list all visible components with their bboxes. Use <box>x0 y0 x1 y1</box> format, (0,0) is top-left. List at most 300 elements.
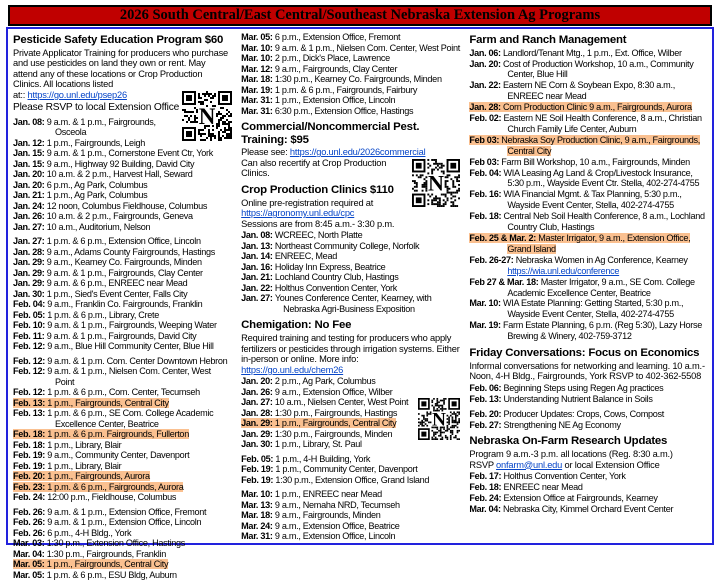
event-item <box>241 475 460 486</box>
event-text: Feb. 16: WIA Financial Mgmt. & Tax Planning, 5:30 p.m., Wayside Event Center, Stella, 402-274-4755 <box>469 189 682 211</box>
event-text: Jan. 27: 10 a.m., Auditorium, Nelson <box>13 221 151 232</box>
event-item <box>13 570 232 580</box>
event-text: Feb. 19: 1 p.m., Community Center, Davenport <box>241 464 418 475</box>
event-text: Feb. 11: 9 a.m. & 1 p.m., Fairgrounds, David City <box>13 330 197 341</box>
event-date: Jan. 27: <box>13 236 47 247</box>
event-date: Jan. 29: <box>241 428 275 439</box>
event-list <box>241 32 460 116</box>
event-text: Feb. 02: Eastern NE Soil Health Conference, 8 a.m., Christian Church Family Life Center, Auburn <box>469 113 702 134</box>
event-date: Mar. 19: <box>241 84 275 95</box>
event-date: Mar. 10: <box>241 53 275 63</box>
event-text: Mar. 18: 9 a.m., Fairgrounds, Minden <box>241 510 381 521</box>
event-text: Feb. 13: 1 p.m. & 6 p.m., SE Com. College Academic Excellence Center, Beatrice <box>13 408 214 429</box>
event-item <box>241 283 460 294</box>
event-date: Mar. 31: <box>241 105 275 116</box>
event-date: Feb. 18: <box>13 429 48 440</box>
event-date: Feb. 11: <box>13 330 47 341</box>
event-text: Feb. 12: 1 p.m. & 6 p.m., Com. Center, Tecumseh <box>13 387 200 398</box>
event-date: Feb. 18: <box>469 482 504 493</box>
event-item <box>241 230 460 241</box>
event-text: Mar. 03: 1:30 p.m., Extension Office, Hastings <box>13 538 186 549</box>
event-date: Feb. 13: <box>13 408 48 419</box>
event-date: Jan. 29: <box>13 257 47 268</box>
event-text: Feb. 05: 1 p.m., 4-H Building, York <box>241 453 371 464</box>
event-item <box>13 190 232 201</box>
event-date: Jan. 30: <box>13 288 47 299</box>
event-item <box>13 331 232 342</box>
event-text: Feb. 18: Central Neb Soil Health Conference, 8 a.m., Lochland Country Club, Hastings <box>469 211 705 233</box>
event-date: Feb. 19: <box>241 464 276 475</box>
event-item <box>13 310 232 321</box>
event-text: Jan. 30: 1 p.m., Library, St. Paul <box>241 439 362 450</box>
qr-code <box>412 159 460 207</box>
event-item <box>241 531 460 542</box>
event-date: Mar. 13: <box>241 499 275 510</box>
event-date: Mar. 18: <box>241 74 275 84</box>
section-title: Farm and Ranch Management <box>469 34 627 46</box>
event-date: Mar. 03: <box>13 538 47 549</box>
event-item <box>241 439 460 450</box>
event-item <box>241 95 460 106</box>
event-text: Mar. 05: 1 p.m., Fairgrounds, Central City <box>13 559 169 570</box>
event-item <box>469 320 706 342</box>
event-date: Jan. 20: <box>469 58 504 69</box>
event-item <box>469 113 706 135</box>
event-text: Jan. 29: 9 a.m. & 1 p.m., Fairgrounds, Clay Center <box>13 267 203 278</box>
event-text: Feb. 19: 9 a.m., Community Center, Davenport <box>13 450 190 461</box>
event-text: Jan. 30: 1 p.m., Sied's Event Center, Falls City <box>13 288 188 299</box>
event-item <box>469 383 706 394</box>
event-text: Feb. 18: ENREEC near Mead <box>469 482 583 493</box>
event-text: Feb. 24: Extension Office at Fairgrounds, Kearney <box>469 493 658 504</box>
event-item <box>13 528 232 539</box>
section-farm-ranch-management <box>469 34 706 342</box>
event-text: Feb. 26: 9 a.m. & 1 p.m., Extension Office, Lincoln <box>13 517 202 528</box>
event-item <box>13 507 232 518</box>
event-date: Jan. 15: <box>13 158 47 169</box>
event-date: Feb. 19: <box>13 450 48 461</box>
event-text: Jan. 29: 1 p.m., Fairgrounds, Central City <box>241 418 397 429</box>
event-text: Jan. 28: 1:30 p.m., Fairgrounds, Hastings <box>241 407 398 418</box>
event-item <box>241 464 460 475</box>
paragraph: RSVP onfarm@unl.edu or local Extension Office <box>469 459 660 470</box>
event-item <box>13 211 232 222</box>
event-date: Mar. 31: <box>241 531 275 542</box>
event-date: Feb. 12: <box>13 387 48 398</box>
column-2 <box>241 31 460 541</box>
event-text: Feb 03: Farm Bill Workshop, 10 a.m., Fairgrounds, Minden <box>469 156 690 167</box>
event-text: Feb. 10: 9 a.m. & 1 p.m., Fairgrounds, Weeping Water <box>13 320 217 331</box>
event-item <box>13 180 232 191</box>
event-date: Feb. 26: <box>13 517 48 528</box>
event-list <box>13 117 232 580</box>
event-date: Feb. 18: <box>13 439 48 450</box>
event-text: Feb. 17: Holthus Convention Center, York <box>469 471 626 482</box>
event-item <box>13 398 232 409</box>
event-date: Feb. 24: <box>469 493 504 504</box>
event-text: Feb. 20: 1 p.m., Fairgrounds, Aurora <box>13 471 150 482</box>
event-text: Jan. 27: 10 a.m., Nielsen Center, West Point <box>241 397 409 408</box>
svg-text:N: N <box>432 409 447 431</box>
event-text: Jan. 20: Cost of Production Workshop, 10 a.m., Community Center, Blue Hill <box>469 58 694 80</box>
event-item <box>469 233 706 255</box>
event-item <box>469 59 706 81</box>
event-date: Mar. 12: <box>241 63 275 74</box>
section-pesticide-continued <box>241 32 460 116</box>
event-date: Jan. 22: <box>469 80 504 91</box>
event-item <box>13 201 232 212</box>
qr-code <box>182 91 232 141</box>
event-item <box>13 341 232 352</box>
event-text: Feb. 13: Understanding Nutrient Balance in Soils <box>469 393 653 404</box>
event-text: Jan. 29: 1:30 p.m., Fairgrounds, Minden <box>241 428 393 439</box>
paragraph: Program 9 a.m.-3 p.m. all locations (Reg. 8:30 a.m.) <box>469 449 673 460</box>
paragraph: Please see: https://go.unl.edu/2026commercial <box>241 147 426 158</box>
event-date: Jan. 27: <box>241 397 275 408</box>
event-date: Jan. 21: <box>241 272 275 283</box>
event-date: Feb. 16: <box>469 189 504 200</box>
event-item <box>469 168 706 190</box>
event-item <box>13 517 232 528</box>
event-text: Feb. 19: 1 p.m., Library, Blair <box>13 460 122 471</box>
event-item <box>241 32 460 43</box>
event-item <box>469 102 706 113</box>
event-text: Feb. 24: 12:00 p.m., Fieldhouse, Columbus <box>13 492 177 503</box>
event-date: Mar. 10: <box>469 298 504 309</box>
event-text: Jan. 22: Eastern NE Corn & Soybean Expo, 8:30 a.m., ENREEC near Mead <box>469 80 675 102</box>
event-date: Jan. 24: <box>13 200 47 211</box>
event-text: Feb. 05: 1 p.m. & 6 p.m., Library, Crete <box>13 309 160 320</box>
event-item <box>13 236 232 247</box>
event-item <box>13 222 232 233</box>
event-item <box>241 272 460 283</box>
event-item <box>469 277 706 299</box>
event-text: Feb. 06: Beginning Steps using Regen Ag practices <box>469 382 664 393</box>
event-date: Mar. 10: <box>241 489 275 500</box>
event-date: Feb 03: <box>469 134 502 145</box>
event-item <box>241 43 460 54</box>
event-item <box>241 251 460 262</box>
event-date: Feb. 17: <box>469 471 504 482</box>
banner <box>8 5 712 26</box>
event-item <box>241 262 460 273</box>
event-item <box>469 211 706 233</box>
event-date: Jan. 13: <box>241 240 275 251</box>
event-text: Feb. 26: 6 p.m., 4-H Bldg., York <box>13 527 132 538</box>
event-item <box>13 247 232 258</box>
event-date: Mar. 05: <box>13 569 47 580</box>
event-list <box>469 471 706 515</box>
link[interactable]: https://go.unl.edu/chem26 <box>241 364 344 375</box>
event-item <box>13 461 232 472</box>
event-text: Jan. 20: 6 p.m., Ag Park, Columbus <box>13 179 148 190</box>
event-item <box>469 482 706 493</box>
link[interactable]: https://go.unl.edu/2026commercial <box>289 147 426 158</box>
event-text: Feb. 23: 1 p.m. & 6 p.m., Fairgrounds, Aurora <box>13 481 184 492</box>
event-text: Mar. 18: 1:30 p.m., Kearney Co. Fairgrounds, Minden <box>241 74 442 84</box>
event-item <box>13 440 232 451</box>
event-text: Feb. 18: 1 p.m., Library, Blair <box>13 439 122 450</box>
event-date: Feb. 23: <box>13 481 48 492</box>
event-date: Mar. 05: <box>13 559 47 570</box>
event-date: Jan. 16: <box>241 261 275 272</box>
event-item <box>13 450 232 461</box>
event-text: Feb. 18: 1 p.m. & 6 p.m. Fairgrounds, Fullerton <box>13 429 189 440</box>
paragraph <box>241 208 460 219</box>
event-date: Jan. 08: <box>13 116 47 127</box>
event-item <box>13 159 232 170</box>
event-date: Mar. 24: <box>241 520 275 531</box>
event-date: Feb. 19: <box>13 460 48 471</box>
event-text: Jan. 15: 9 a.m. & 1 p.m., Cornerstone Event Ctr, York <box>13 148 213 159</box>
event-item <box>469 189 706 211</box>
section-title: Crop Production Clinics $110 <box>241 183 394 196</box>
event-list <box>241 376 460 542</box>
event-text: Feb. 19: 1:30 p.m., Extension Office, Grand Island <box>241 474 430 485</box>
event-date: Feb. 20: <box>13 471 48 482</box>
event-date: Jan. 21: <box>13 190 47 201</box>
event-text: Mar. 05: 1 p.m. & 6 p.m., ESU Bldg, Auburn <box>13 569 177 580</box>
content-box <box>6 27 714 580</box>
event-date: Jan. 26: <box>13 211 47 222</box>
event-text: Mar. 10: WIA Estate Planning: Getting Started, 5:30 p.m., Wayside Event Center, Stella, 402-274-4755 <box>469 298 684 320</box>
event-date: Feb. 26: <box>13 527 48 538</box>
event-text: Mar. 19: 1 p.m. & 6 p.m., Fairgrounds, Fairbury <box>241 84 418 95</box>
column-3 <box>469 31 706 541</box>
event-date: Feb. 13: <box>469 393 504 404</box>
event-text: Feb. 04: WIA Leasing Ag Land & Crop/Livestock Insurance, 5:30 p.m., Wayside Event Ctr. Stella, 402-274-4755 <box>469 167 700 189</box>
event-date: Jan. 28: <box>13 246 47 257</box>
event-item <box>13 559 232 570</box>
event-item <box>469 80 706 102</box>
event-date: Jan. 22: <box>241 282 275 293</box>
event-date: Feb. 04: <box>469 167 504 178</box>
event-text: Mar. 10: 9 a.m. & 1 p.m., Nielsen Com. Center, West Point <box>241 42 460 53</box>
event-date: Jan. 26: <box>241 386 275 397</box>
event-text: Jan. 27: Younes Conference Center, Kearney, with Nebraska Agri-Business Exposition <box>241 293 432 314</box>
section-on-farm-research <box>469 435 706 514</box>
event-date: Jan. 29: <box>13 278 47 289</box>
event-item <box>241 85 460 96</box>
event-item <box>241 500 460 511</box>
event-date: Feb. 27: <box>469 419 504 430</box>
event-date: Feb. 18: <box>469 211 504 222</box>
paragraph: Required training and testing for producers who apply fertilizers or pesticides through irrigation systems. Either in-person or online. More info: https://go.unl.edu/chem26 <box>241 332 460 375</box>
event-item <box>13 257 232 268</box>
event-date: Feb. 02: <box>469 113 504 124</box>
section-title: Commercial/Noncommercial Pest. Training: $95 <box>241 121 420 146</box>
event-date: Mar. 04: <box>469 503 504 514</box>
event-text: Feb. 26: 9 a.m. & 1 p.m., Extension Office, Fremont <box>13 506 207 517</box>
event-date: Jan. 08: <box>241 230 275 241</box>
event-item <box>241 387 460 398</box>
event-item <box>469 298 706 320</box>
event-text: Mar. 13: 9 a.m., Nemaha NRD, Tecumseh <box>241 499 400 510</box>
event-item <box>469 135 706 157</box>
event-date: Jan. 27: <box>13 221 47 232</box>
event-item <box>13 366 232 387</box>
event-item <box>241 64 460 75</box>
paragraph: at:: https://go.unl.edu/psep26 <box>13 89 127 100</box>
event-date: Feb. 13: <box>13 397 48 408</box>
event-date: Feb. 26-27: <box>469 254 516 265</box>
event-item <box>13 482 232 493</box>
event-text: Jan. 08: WCREEC, North Platte <box>241 230 363 241</box>
event-text: Mar. 31: 9 a.m., Extension Office, Lincoln <box>241 531 396 542</box>
event-text: Feb. 12: 9 a.m. & 1 p.m. Com. Center Downtown Hebron <box>13 355 228 366</box>
event-text: Jan. 21: Lochland Country Club, Hastings <box>241 272 399 283</box>
event-date: Feb 27 & Mar. 18: <box>469 276 541 287</box>
event-text: Jan. 26: 10 a.m. & 2 p.m., Fairgrounds, Geneva <box>13 211 193 222</box>
event-text: Mar. 05: 6 p.m., Extension Office, Fremont <box>241 32 401 42</box>
event-date: Jan. 20: <box>13 179 47 190</box>
event-date: Feb. 12: <box>13 341 48 352</box>
event-text: Jan. 16: Holiday Inn Express, Beatrice <box>241 261 386 272</box>
event-date: Feb. 24: <box>13 492 48 503</box>
event-list <box>469 48 706 342</box>
event-item <box>469 409 706 420</box>
event-date: Jan. 28: <box>469 102 504 113</box>
event-item <box>13 356 232 367</box>
event-text: Jan. 08: 9 a.m. & 1 p.m., Fairgrounds, Osceola <box>13 116 156 138</box>
event-date: Jan. 28: <box>241 407 275 418</box>
event-date: Feb. 20: <box>469 408 504 419</box>
link[interactable]: https://wia.unl.edu/conference <box>507 265 620 276</box>
event-item <box>13 169 232 180</box>
event-date: Jan. 27: <box>241 293 275 304</box>
event-item <box>469 471 706 482</box>
event-date: Feb. 25 & Mar. 2: <box>469 233 539 243</box>
event-text: Jan. 15: 9 a.m., Highway 92 Building, David City <box>13 158 195 169</box>
event-item <box>469 255 706 277</box>
section-friday-conversations <box>469 347 706 430</box>
paragraph: Please RSVP to local Extension Office <box>13 101 180 113</box>
paragraph: Online pre-registration required at <box>241 197 374 208</box>
event-date: Mar. 18: <box>241 510 275 521</box>
section-title: Pesticide Safety Education Program $60 <box>13 34 224 46</box>
event-text: Feb. 12: 9 a.m., Blue Hill Community Center, Blue Hill <box>13 341 214 352</box>
event-text: Jan. 29: 9 a.m. & 6 p.m., ENREEC near Mead <box>13 278 188 289</box>
event-date: Feb. 19: <box>241 474 276 485</box>
event-date: Feb. 04: <box>13 299 48 310</box>
event-text: Feb. 27: Strengthening NE Ag Economy <box>469 419 621 430</box>
event-date: Jan. 14: <box>241 251 275 262</box>
qr-code <box>418 398 460 440</box>
svg-text:N: N <box>198 103 216 129</box>
event-date: Mar. 19: <box>469 320 504 331</box>
event-date: Jan. 29: <box>241 418 275 429</box>
event-item <box>241 376 460 387</box>
event-text: Feb. 26-27: Nebraska Women in Ag Conference, Kearney https://wia.unl.edu/conference <box>469 254 688 276</box>
event-text: Jan. 20: 2 p.m., Ag Park, Columbus <box>241 376 376 387</box>
event-item <box>13 148 232 159</box>
event-item <box>13 549 232 560</box>
event-date: Feb 03: <box>469 156 502 167</box>
event-date: Feb. 05: <box>241 453 276 464</box>
event-text: Mar. 04: 1:30 p.m., Fairgrounds, Franklin <box>13 548 166 559</box>
link[interactable]: https://go.unl.edu/psep26 <box>27 89 127 100</box>
event-item <box>13 278 232 289</box>
event-text: Jan. 13: Northeast Community College, Norfolk <box>241 240 420 251</box>
event-text: Feb 03: Nebraska Soy Production Clinic, 9 a.m., Fairgrounds, Central City <box>469 134 700 156</box>
event-item <box>469 420 706 431</box>
event-text: Jan. 29: 9 a.m., Kearney Co. Fairgrounds, Minden <box>13 257 202 268</box>
event-text: Mar. 12: 9 a.m., Fairgrounds, Clay Center <box>241 63 398 74</box>
event-text: Feb. 13: 1 p.m., Fairgrounds, Central City <box>13 397 169 408</box>
event-date: Mar. 10: <box>241 42 275 53</box>
event-text: Mar. 31: 1 p.m., Extension Office, Lincoln <box>241 95 396 105</box>
event-text: Mar. 19: Farm Estate Planning, 6 p.m. (Reg 5:30), Lazy Horse Brewing & Winery, 402-759-3712 <box>469 320 703 342</box>
event-date: Feb. 26: <box>13 506 48 517</box>
event-item <box>13 492 232 503</box>
event-text: Jan. 26: 9 a.m., Extension Office, Wilber <box>241 386 393 397</box>
event-text: Jan. 12: 1 p.m., Fairgrounds, Leigh <box>13 137 146 148</box>
event-date: Feb. 05: <box>13 309 48 320</box>
event-text: Jan. 22: Holthus Convention Center, York <box>241 282 397 293</box>
event-date: Jan. 12: <box>13 137 47 148</box>
event-item <box>13 408 232 429</box>
event-item <box>241 454 460 465</box>
event-item <box>13 471 232 482</box>
event-item <box>241 293 460 314</box>
link[interactable]: https://agronomy.unl.edu/cpc <box>241 208 355 219</box>
event-item <box>13 387 232 398</box>
section-pesticide-safety <box>13 34 232 580</box>
event-text: Jan. 27: 1 p.m. & 6 p.m., Extension Office, Lincoln <box>13 236 201 247</box>
column-1 <box>13 31 232 580</box>
event-date: Jan. 15: <box>13 148 47 159</box>
event-date: Mar. 05: <box>241 32 275 42</box>
event-item <box>241 53 460 64</box>
event-date: Jan. 20: <box>241 376 275 387</box>
event-date: Feb. 06: <box>469 382 504 393</box>
event-text: Mar. 04: Nebraska City, Kimmel Orchard Event Center <box>469 503 674 514</box>
event-date: Mar. 04: <box>13 548 47 559</box>
event-item <box>13 320 232 331</box>
event-text: Mar. 24: 9 a.m., Extension Office, Beatrice <box>241 520 400 531</box>
event-text: Jan. 14: ENREEC, Mead <box>241 251 337 262</box>
page-title: 2026 South Central/East Central/Southeast Nebraska Extension Ag Programs <box>119 7 601 23</box>
event-item <box>241 489 460 500</box>
event-date: Mar. 31: <box>241 95 275 105</box>
event-text: Jan. 06: Landlord/Tenant Mtg., 1 p.m., Ext. Office, Wilber <box>469 47 682 58</box>
event-item <box>241 510 460 521</box>
event-text: Feb. 12: 9 a.m. & 1 p.m., Nielsen Com. Center, West Point <box>13 366 211 387</box>
event-text: Mar. 10: 2 p.m., Dick's Place, Lawrence <box>241 53 390 63</box>
event-item <box>241 106 460 117</box>
link[interactable]: onfarm@unl.edu <box>496 459 563 470</box>
event-item <box>241 521 460 532</box>
event-text: Feb. 20: Producer Updates: Crops, Cows, Compost <box>469 408 664 419</box>
section-title: Chemigation: No Fee <box>241 319 352 332</box>
event-item <box>241 74 460 85</box>
event-text: Feb. 25 & Mar. 2: Master Irrigator, 9 a.m., Extension Office, Grand Island <box>469 233 691 254</box>
svg-text:N: N <box>428 170 445 196</box>
event-date: Feb. 12: <box>13 355 48 366</box>
event-text: Feb 27 & Mar. 18: Master Irrigator, 9 a.m., SE Com. College Academic Excellence Center, Beatrice <box>469 276 695 298</box>
event-item <box>469 493 706 504</box>
section-chemigation <box>241 319 460 541</box>
event-text: Jan. 21: 1 p.m., Ag Park, Columbus <box>13 190 148 201</box>
event-item <box>13 429 232 440</box>
event-date: Feb. 12: <box>13 366 48 377</box>
event-date: Jan. 20: <box>13 169 47 180</box>
event-item <box>241 241 460 252</box>
event-text: Jan. 24: 12 noon, Columbus Fieldhouse, Columbus <box>13 200 208 211</box>
paragraph: Sessions are from 8:45 a.m.- 3:30 p.m. <box>241 218 395 229</box>
paragraph: Informal conversations for networking and learning. 10 a.m.- Noon, 4-H Bldg., Fairgrounds, York RSVP to 402-362-5508 <box>469 360 705 382</box>
event-date: Jan. 30: <box>241 439 275 450</box>
